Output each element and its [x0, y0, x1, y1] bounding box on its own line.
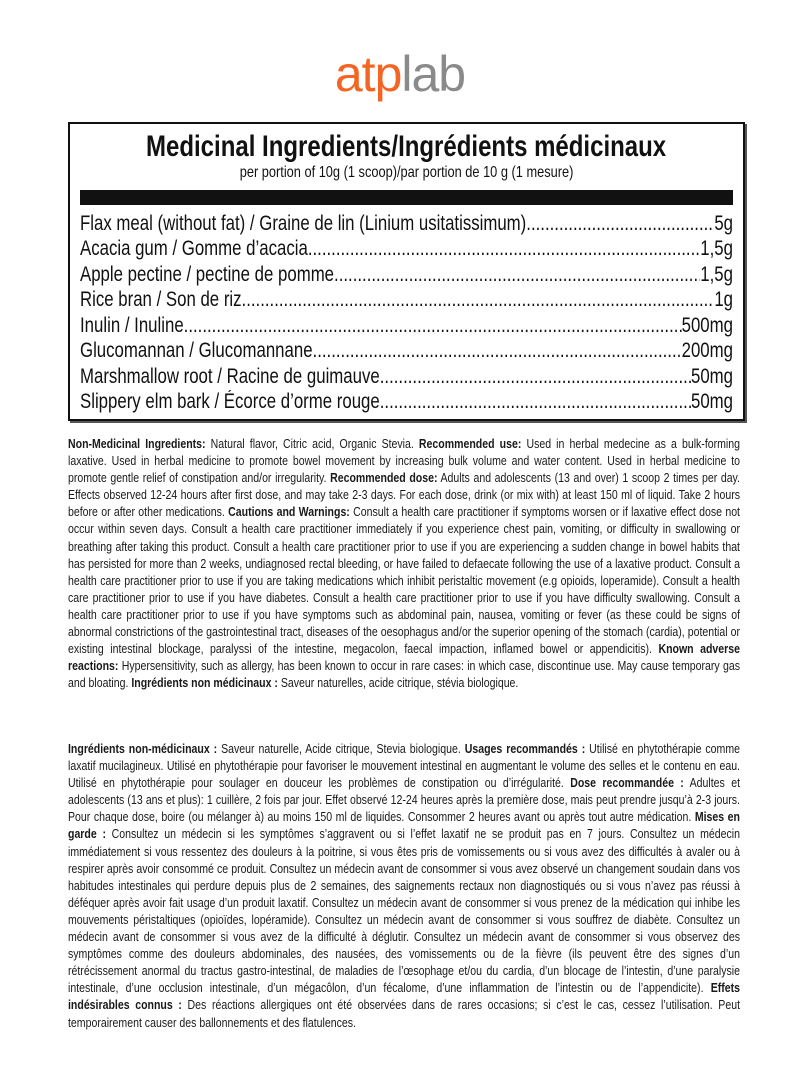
ingredient-amount: 200mg — [681, 339, 733, 362]
en-cautions-label: Cautions and Warnings: — [228, 504, 350, 520]
en-cautions-text: Consult a health care practitioner if symptoms worsen or if laxative effect dose not occur within seven days. Consult a health care practitioner immediately if you experience chest pain, vomiting, or difficulty in swallowing or breathing after taking this product. Consult a health care practitioner prior to use if you are experiencing a sudden change in bowel habits that has persisted for more than 2 weeks, undiagnosed rectal bleeding, or have failed to defaecate following the use of a laxative product. Consult a health care practitioner prior to use if you are taking medications which inhibit peristaltic movement (e.g opioids, loperamide). Consult a health care practitioner prior to use if you have diabetes. Consult a health care practitioner prior to use if you have difficulty swallowing. Consult a health care practitioner prior to use if you have symptoms such as abdominal pain, nausea, vomiting or fever (as these could be signs of abnormal constrictions of the gastrointestinal tract, diseases of the oesophagus and/or the superior opening of the stomach (cardia), potential or existing intestinal blockage, paralyssi of the intestine, megacolon, faecal impaction, inflamed bowel or appendicitis). — [68, 504, 740, 657]
leader-dots — [308, 237, 700, 261]
leader-dots — [526, 212, 714, 236]
en-recommended-use-text: Used in herbal medecine as a bulk-forming laxative. Used in herbal medicine to promote bowel movement by increasing bulk volume and water content. Used in herbal medicine to promote gentle relief of constipation and/or irregularity. — [68, 436, 740, 486]
ingredient-row — [80, 312, 733, 338]
portion-subtitle — [70, 164, 743, 182]
en-recommended-dose-label: Recommended dose: — [330, 470, 438, 486]
ingredient-amount: 1,5g — [700, 262, 733, 286]
ingredient-row — [80, 338, 733, 364]
ingredient-row — [80, 261, 733, 287]
fr-non-medicinal-text: Saveur naturelle, Acide citrique, Stevia biologique. — [217, 741, 465, 756]
fr-recommended-use-text: Utilisé en phytothérapie comme laxatif mucilagineux. Utilisé en phytothérapie pour favoriser le mouvement intestinal en augmentant le volume des selles et le contenu en eau. Utilisé en phytothérapie pour soulager en douceur les problèmes de constipation ou d’irrégularité. — [68, 741, 740, 791]
ingredient-amount: 500mg — [681, 313, 733, 337]
fr-recommended-use-label: Usages recommandés : — [464, 741, 586, 756]
portion-subtitle-text: per portion of 10g (1 scoop)/par portion de 10 g (1 mesure) — [239, 164, 574, 181]
ingredient-name: Glucomannan / Glucomannane — [80, 339, 313, 362]
en-fr-non-medicinal-text: Saveur naturelles, acide citrique, stévia biologique. — [277, 675, 519, 691]
fr-non-medicinal-label: Ingrédients non-médicinaux : — [68, 741, 218, 756]
fr-recommended-dose-text: Adultes et adolescents (13 ans et plus): 1 cuillère, 2 fois par jour. Effet observé 12-24 heures après la première dose, mais peut prendre jusqu’à 2-3 jours. Pour chaque dose, boire (ou mélanger à) au moins 150 ml de liquides. Consommer 2 heures avant ou après tout autre médication. — [68, 775, 740, 825]
ingredient-row — [80, 210, 733, 236]
ingredient-name: Slippery elm bark / Écorce d’orme rouge — [80, 390, 380, 413]
ingredient-name: Apple pectine / pectine de pomme — [80, 262, 335, 286]
leader-dots — [313, 339, 682, 363]
english-info-paragraph — [68, 435, 740, 691]
ingredient-name: Inulin / Inuline — [80, 313, 184, 337]
medicinal-ingredients-title-text: Medicinal Ingredients/Ingrédients médicinaux — [146, 130, 667, 163]
en-non-medicinal-label: Non-Medicinal Ingredients: — [68, 436, 206, 451]
fr-cautions-label: Mises en garde : — [68, 809, 740, 842]
leader-dots — [380, 365, 691, 389]
ingredient-amount: 5g — [714, 211, 733, 235]
ingredient-name: Marshmallow root / Racine de guimauve — [80, 364, 380, 388]
en-adverse-text: Hypersensitivity, such as allergy, has been known to occur in rare cases: in which case, discontinue use. May cause temporary gas and bloating. — [68, 658, 741, 691]
ingredient-amount: 1g — [714, 288, 733, 311]
ingredient-name: Rice bran / Son de riz — [80, 288, 242, 311]
ingredient-name: Acacia gum / Gomme d’acacia — [80, 237, 308, 260]
en-adverse-label: Known adverse reactions: — [68, 641, 740, 674]
brand-logo-atp: atp — [334, 46, 402, 102]
fr-recommended-dose-label: Dose recommandée : — [570, 775, 684, 791]
leader-dots — [242, 288, 715, 312]
en-recommended-use-label: Recommended use: — [418, 436, 522, 451]
leader-dots — [334, 263, 700, 287]
medicinal-ingredients-title — [70, 130, 743, 164]
ingredient-row — [80, 236, 733, 262]
fr-cautions-text: Consultez un médecin si les symptômes s’aggravent ou si l’effet laxatif ne se produit pas en 7 jours. Consultez un médecin immédiatement si vous ressentez des douleurs à la poitrine, si vous êtes pris de vomissements ou si vous avez des difficultés à avaler ou à respirer après avoir consommé ce produit. Consultez un médecin avant de consommer si vous avez observé un changement soudain dans vos habitudes intestinales qui perdure depuis plus de 2 semaines, des saignements rectaux non diagnostiqués ou si vous n’avez pas réussi à déféquer après avoir fait usage d’un produit laxatif. Consultez un médecin avant de consommer si vous prenez de la médication qui inhibe les mouvements péristaltiques (opioïdes, lopéramide). Consultez un médecin avant de consommer si vous souffrez de diabète. Consultez un médecin avant de consommer si vous avez de la difficulté à déglutir. Consultez un médecin avant de consommer si vous observez des symptômes comme des douleurs abdominales, des nausées, des vomissements ou de la fièvre (ils peuvent être des signes d’un rétrécissement anormal du tractus gastro-intestinal, de maladies de l’œsophage et/ou du cardia, d’un blocage de l’intestin, d’une paralysie intestinale, d’une occlusion intestinale, d’un mégacôlon, d’un fécalome, d’une inflammation de l’intestin ou de l’appendicite). — [68, 826, 741, 996]
brand-logo-lab: lab — [401, 46, 466, 102]
ingredient-name: Flax meal (without fat) / Graine de lin (Linium usitatissimum) — [80, 211, 527, 235]
french-info-paragraph — [68, 740, 740, 1031]
ingredient-row — [80, 287, 733, 313]
en-non-medicinal-text: Natural flavor, Citric acid, Organic Stevia. — [205, 436, 419, 451]
fr-adverse-text: Des réactions allergiques ont été observées dans de rares occasions; si c’est le cas, cessez l’utilisation. Peut temporairement causer des ballonnements et des flatulences. — [68, 997, 741, 1030]
brand-logo — [0, 44, 800, 104]
en-recommended-dose-text: Adults and adolescents (13 and over) 1 scoop 2 times per day. Effects observed 12-24 hours after first dose, and may take 2-3 days. For each dose, drink (or mix with) at least 150 ml of liquid. Take 2 hours before or after other medications. — [68, 470, 740, 520]
leader-dots — [184, 314, 682, 338]
header-divider-bar — [80, 190, 733, 205]
ingredient-amount: 50mg — [690, 390, 733, 413]
ingredient-amount: 1,5g — [700, 237, 733, 260]
ingredient-row — [80, 363, 733, 389]
ingredient-amount: 50mg — [690, 364, 733, 388]
ingredient-row — [80, 389, 733, 415]
ingredient-list — [80, 210, 733, 414]
leader-dots — [380, 390, 691, 414]
medicinal-ingredients-box — [68, 122, 745, 421]
en-fr-non-medicinal-label: Ingrédients non médicinaux : — [131, 675, 278, 691]
fr-adverse-label: Effets indésirables connus : — [68, 980, 740, 1013]
